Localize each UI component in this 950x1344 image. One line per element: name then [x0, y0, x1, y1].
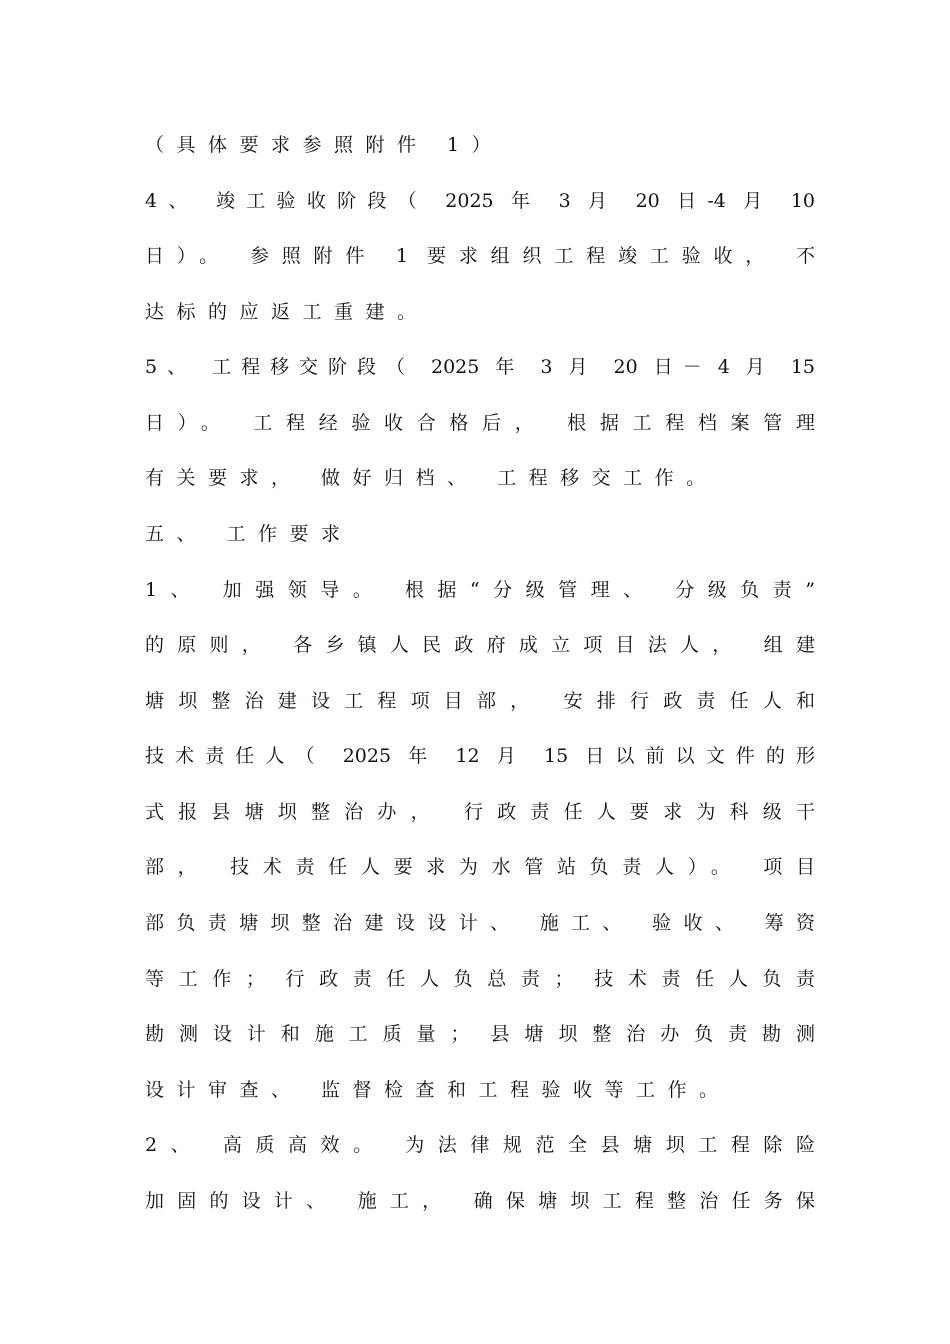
text-line-13-content: 式报县塘坝整治办， 行政责任人要求为科级干: [145, 801, 815, 823]
text-line-3-content: 日）。 参照附件 1 要求组织工程竣工验收， 不: [145, 245, 815, 267]
section-heading: 五、 工作要求: [145, 523, 353, 545]
text-line-16-content: 等工作； 行政责任人负总责； 技术责任人负责: [145, 968, 815, 990]
text-line-6: [145, 408, 815, 438]
text-line-1: （具体要求参照附件 1）: [145, 134, 504, 156]
text-line-2-content: 4、 竣工验收阶段（ 2025 年 3 月 20 日-4 月 10: [145, 190, 815, 212]
text-line-5-content: 5、 工程移交阶段（ 2025 年 3 月 20 日－ 4 月 15: [145, 356, 815, 378]
text-line-15-content: 部负责塘坝整治建设设计、 施工、 验收、 筹资: [145, 912, 815, 934]
text-line-11-content: 塘坝整治建设工程项目部， 安排行政责任人和: [145, 690, 815, 712]
text-line-9-content: 1、 加强领导。 根据“分级管理、 分级负责”: [145, 579, 815, 601]
text-line-5: [145, 352, 815, 382]
text-line-20-content: 加固的设计、 施工， 确保塘坝工程整治任务保: [145, 1190, 815, 1212]
text-line-13: [145, 797, 815, 827]
text-line-6-content: 日）。 工程经验收合格后， 根据工程档案管理: [145, 412, 815, 434]
text-line-10: [145, 630, 815, 660]
text-line-16: [145, 964, 815, 994]
text-line-14-content: 部， 技术责任人要求为水管站负责人）。 项目: [145, 856, 815, 878]
text-line-4: 达标的应返工重建。: [145, 301, 429, 323]
text-line-20: [145, 1186, 815, 1216]
text-line-19-content: 2、 高质高效。 为法律规范全县塘坝工程除险: [145, 1134, 815, 1156]
text-line-2: [145, 186, 815, 216]
text-line-3: [145, 241, 815, 271]
text-line-12-content: 技术责任人（ 2025 年 12 月 15 日以前以文件的形: [145, 745, 815, 767]
text-line-12: [145, 741, 815, 771]
text-line-19: [145, 1130, 815, 1160]
text-line-10-content: 的原则， 各乡镇人民政府成立项目法人， 组建: [145, 634, 815, 656]
text-line-14: [145, 852, 815, 882]
text-line-17-content: 勘测设计和施工质量； 县塘坝整治办负责勘测: [145, 1023, 815, 1045]
text-line-7: 有关要求， 做好归档、 工程移交工作。: [145, 467, 718, 489]
text-line-18: 设计审查、 监督检查和工程验收等工作。: [145, 1079, 731, 1101]
text-line-9: [145, 575, 815, 605]
text-line-11: [145, 686, 815, 716]
text-line-17: [145, 1019, 815, 1049]
text-line-15: [145, 908, 815, 938]
